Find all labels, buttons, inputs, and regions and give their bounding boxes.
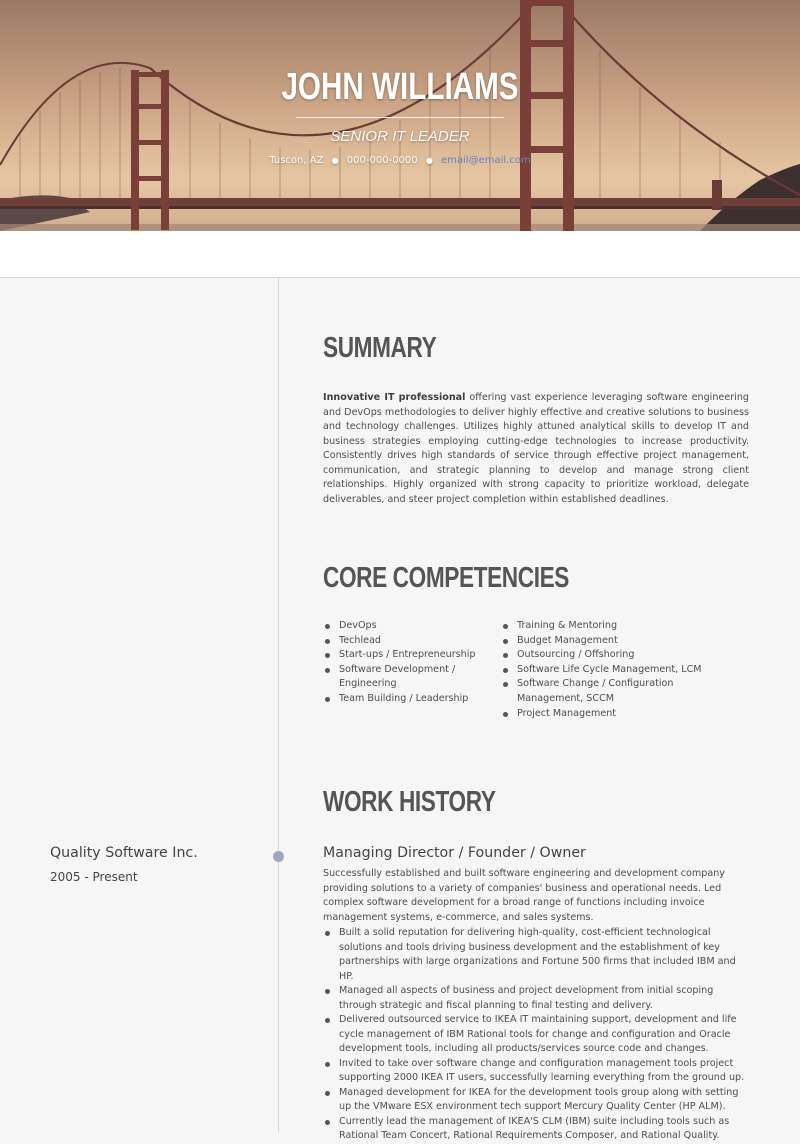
timeline-line [278, 277, 279, 1132]
list-item: Built a solid reputation for delivering high-quality, cost-efficient technological solutions and tools driving business development and the establishment of key partnerships with large organizations and Fortune 500 firms that included IBM and HP. [323, 926, 751, 984]
list-item: Invited to take over software change and configuration management tools project supporting 2000 IKEA IT users, successfully learning everything from the ground up. [323, 1057, 751, 1086]
job-description: Successfully established and built software engineering and development company providing solutions to a variety of companies' business and operational needs. Led complex software development for a broad range of functions including invoice management systems, e-commerce, and sales systems. [323, 868, 725, 923]
email-link[interactable]: email@email.com [441, 155, 531, 166]
work-history-heading: WORK HISTORY [323, 786, 496, 818]
summary-lead: Innovative IT professional [323, 392, 466, 403]
list-item: Software Change / Configuration Management, SCCM [501, 677, 731, 706]
competencies-heading: CORE COMPETENCIES [323, 562, 569, 594]
golden-gate-bridge-image [0, 0, 800, 231]
list-item: Team Building / Leadership [323, 692, 483, 707]
list-item: Delivered outsourced service to IKEA IT maintaining support, development and life cycle management of IBM Rational tools for change and configuration and Oracle development tools, including all products/services source code and changes. [323, 1013, 751, 1057]
header-banner [0, 0, 800, 231]
list-item: Currently lead the management of IKEA'S CLM (IBM) suite including tools such as Rational Team Concert, Rational Requirements Composer, and Rational Quality. [323, 1115, 751, 1144]
list-item: Software Life Cycle Management, LCM [501, 663, 731, 678]
employment-dates: 2005 - Present [50, 870, 138, 884]
list-item: Managed development for IKEA for the development tools group along with setting up the VMware ESX environment tech support Mercury Quality Center (HP ALM). [323, 1086, 751, 1115]
location-text: Tuscon, AZ [269, 155, 324, 166]
candidate-name: JOHN WILLIAMS [281, 66, 519, 108]
separator-dot: ● [331, 156, 339, 165]
competencies-left-list [323, 619, 483, 707]
summary-paragraph [323, 391, 749, 507]
list-item: Start-ups / Entrepreneurship [323, 648, 483, 663]
list-item: Training & Mentoring [501, 619, 731, 634]
candidate-title: SENIOR IT LEADER [330, 128, 470, 145]
list-item: Software Development / Engineering [323, 663, 483, 692]
job-bullets [323, 926, 751, 1144]
header-divider [296, 117, 504, 118]
summary-text: offering vast experience leveraging software engineering and DevOps methodologies to deliver highly effective and creative solutions to business and technology challenges. Utilizes highly attuned analytical skills to develop IT and business strategies employing cutting-edge technologies to increase productivity. Consistently drives high standards of service through effective project management, communication, and strategic planning to develop and manage strong client relationships. Highly organized with strong capacity to prioritize workload, delegate deliverables, and steer project completion within established deadlines. [323, 392, 749, 505]
summary-heading: SUMMARY [323, 332, 437, 364]
separator-dot: ● [425, 156, 433, 165]
list-item: Outsourcing / Offshoring [501, 648, 731, 663]
contact-line [0, 155, 800, 166]
list-item: Project Management [501, 707, 731, 722]
list-item: DevOps [323, 619, 483, 634]
list-item: Techlead [323, 634, 483, 649]
header-spacer [0, 231, 800, 278]
phone-text: 000-000-0000 [346, 155, 418, 166]
company-name: Quality Software Inc. [50, 845, 198, 861]
timeline-dot [273, 851, 284, 862]
list-item: Managed all aspects of business and project development from initial scoping through strategic and fiscal planning to final testing and delivery. [323, 984, 751, 1013]
job-title: Managing Director / Founder / Owner [323, 845, 586, 861]
list-item: Budget Management [501, 634, 731, 649]
competencies-right-list [501, 619, 731, 721]
